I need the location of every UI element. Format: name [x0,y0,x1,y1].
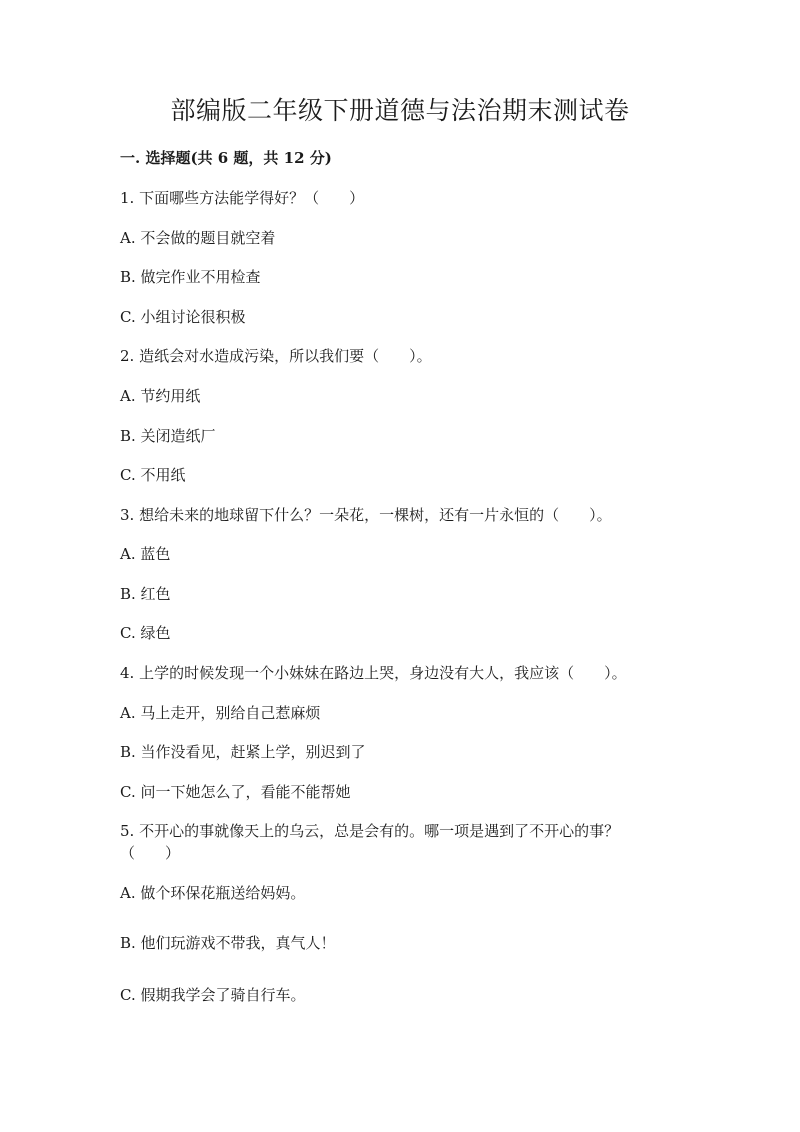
question-3-option-c: C. 绿色 [120,624,171,642]
question-5-option-a: A. 做个环保花瓶送给妈妈。 [120,884,306,902]
question-4-stem: 4. 上学的时候发现一个小妹妹在路边上哭，身边没有大人，我应该（ ）。 [120,664,627,682]
question-2-option-b: B. 关闭造纸厂 [120,427,216,445]
question-2-stem: 2. 造纸会对水造成污染，所以我们要（ ）。 [120,347,432,365]
question-5-stem-continuation: （ ） [120,844,181,862]
question-4-option-c: C. 问一下她怎么了，看能不能帮她 [120,783,351,801]
question-5-option-c: C. 假期我学会了骑自行车。 [120,986,306,1004]
question-4-option-a: A. 马上走开，别给自己惹麻烦 [120,704,321,722]
question-5-stem: 5. 不开心的事就像天上的乌云，总是会有的。哪一项是遇到了不开心的事？ [120,822,620,840]
question-3-option-b: B. 红色 [120,585,171,603]
question-5-option-b: B. 他们玩游戏不带我，真气人！ [120,934,336,952]
question-1-option-c: C. 小组讨论很积极 [120,308,246,326]
question-1-option-a: A. 不会做的题目就空着 [120,229,276,247]
question-2-option-a: A. 节约用纸 [120,387,201,405]
question-3-stem: 3. 想给未来的地球留下什么？一朵花，一棵树，还有一片永恒的（ ）。 [120,506,612,524]
question-4-option-b: B. 当作没看见，赶紧上学，别迟到了 [120,743,366,761]
section-heading: 一. 选择题(共 6 题，共 12 分) [120,149,332,167]
page-title: 部编版二年级下册道德与法治期末测试卷 [170,96,630,125]
question-1-option-b: B. 做完作业不用检查 [120,268,261,286]
question-1-stem: 1. 下面哪些方法能学得好？（ ） [120,189,365,207]
question-3-option-a: A. 蓝色 [120,545,171,563]
question-2-option-c: C. 不用纸 [120,466,186,484]
